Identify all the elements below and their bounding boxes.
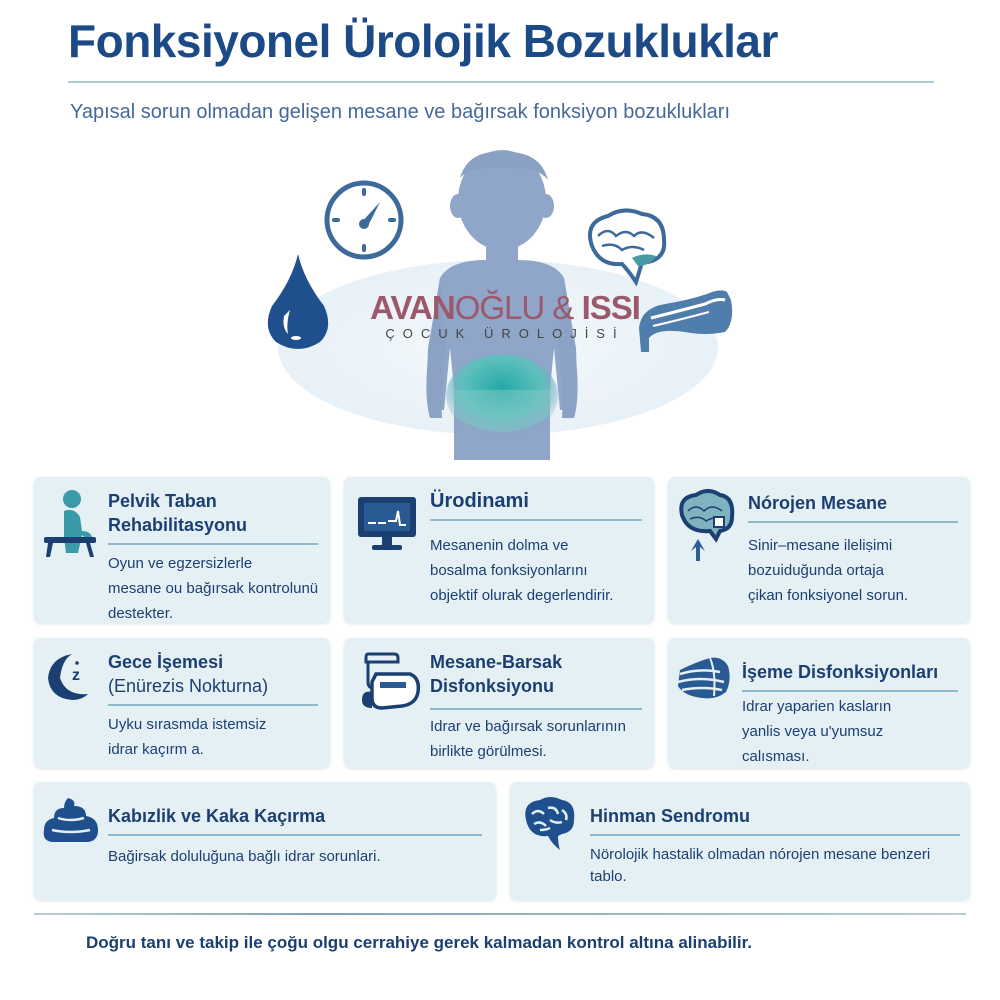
card-divider	[108, 834, 482, 836]
page-title: Fonksiyonel Ürolojik Bozukluklar	[68, 15, 778, 67]
card-constipation[interactable]	[34, 782, 496, 900]
stool-icon	[42, 796, 100, 844]
card-divider	[748, 521, 958, 523]
pelvic-exercise-icon	[42, 487, 98, 559]
voiding-muscle-icon	[676, 656, 732, 702]
logo-tagline: ÇOCUK ÜROLOJİSİ	[385, 326, 625, 341]
brain-icon	[582, 206, 670, 286]
moon-sleep-icon	[42, 650, 94, 704]
card-divider	[430, 519, 642, 521]
card-divider	[108, 704, 318, 706]
bladder-bowel-icon	[358, 648, 422, 712]
card-divider	[590, 834, 960, 836]
clock-gauge-icon	[322, 178, 406, 262]
card-urodynamics[interactable]	[344, 477, 654, 623]
card-title: Mesane-Barsak Disfonksiyonu	[430, 652, 563, 696]
card-voiding-dysfunction[interactable]	[668, 638, 970, 768]
water-drop-icon	[264, 250, 332, 350]
card-description: Uyku sırasmda istemsiz idrar kaçırm a.	[108, 716, 267, 758]
urodynamics-monitor-icon	[356, 495, 418, 553]
card-bladder-bowel-dysfunction[interactable]	[344, 638, 654, 768]
card-divider	[108, 543, 318, 545]
footer-divider	[34, 913, 966, 915]
card-divider	[430, 708, 642, 710]
brain-solid-icon	[520, 796, 578, 852]
card-description: Idrar ve bağırsak sorunlarının birlikte görülmesi.	[430, 718, 626, 760]
card-pelvic-floor[interactable]	[34, 477, 330, 623]
card-description: Bağirsak doluluğuna bağlı idrar sorunlari.	[108, 848, 381, 865]
card-description: Oyun ve egzersizlerle mesane ou bağırsak kontrolunü destekter.	[108, 555, 319, 622]
intestine-icon	[635, 286, 737, 352]
card-title: Gece İşemesi (Enürezis Nokturna)	[108, 652, 269, 696]
card-title: İşeme Disfonksiyonları	[742, 662, 939, 682]
footer-note: Doğru tanı ve takip ile çoğu olgu cerrahiye gerek kalmadan kontrol altına alinabilir.	[86, 933, 753, 952]
card-title: Hinman Sendromu	[590, 806, 751, 826]
logo-wordmark: AVANOĞLU & ISSI	[370, 289, 640, 326]
card-neurogenic-bladder[interactable]	[668, 477, 970, 623]
card-title: Pelvik Taban Rehabilitasyonu	[108, 491, 248, 535]
hero-illustration	[250, 140, 750, 460]
title-divider	[68, 81, 934, 83]
card-hinman-syndrome[interactable]	[510, 782, 970, 900]
neuro-brain-icon	[676, 489, 736, 561]
card-description: Nörolojik hastalik olmadan nórojen mesane benzeri tablo.	[590, 846, 931, 885]
card-divider	[742, 690, 958, 692]
card-description: Mesanenin dolma ve bosalma fonksiyonlarını objektif olurak degerlendirir.	[430, 537, 614, 604]
card-title: Kabızlik ve Kaka Kaçırma	[108, 806, 326, 826]
card-description: Sinir–mesane ileliṣimi bozuiduğunda ortaja çikan fonksiyonel sorun.	[748, 537, 909, 604]
card-title: Nórojen Mesane	[748, 493, 888, 513]
brand-logo	[365, 290, 645, 342]
card-description: Idrar yaparien kasların yanlis veya u'yumsuz calısması.	[742, 698, 892, 765]
card-title: Ürodinami	[430, 490, 529, 512]
card-enuresis[interactable]	[34, 638, 330, 768]
page-subtitle: Yapısal sorun olmadan gelişen mesane ve bağırsak fonksiyon bozuklukları	[70, 101, 730, 123]
svg-text:z: z	[72, 667, 80, 684]
